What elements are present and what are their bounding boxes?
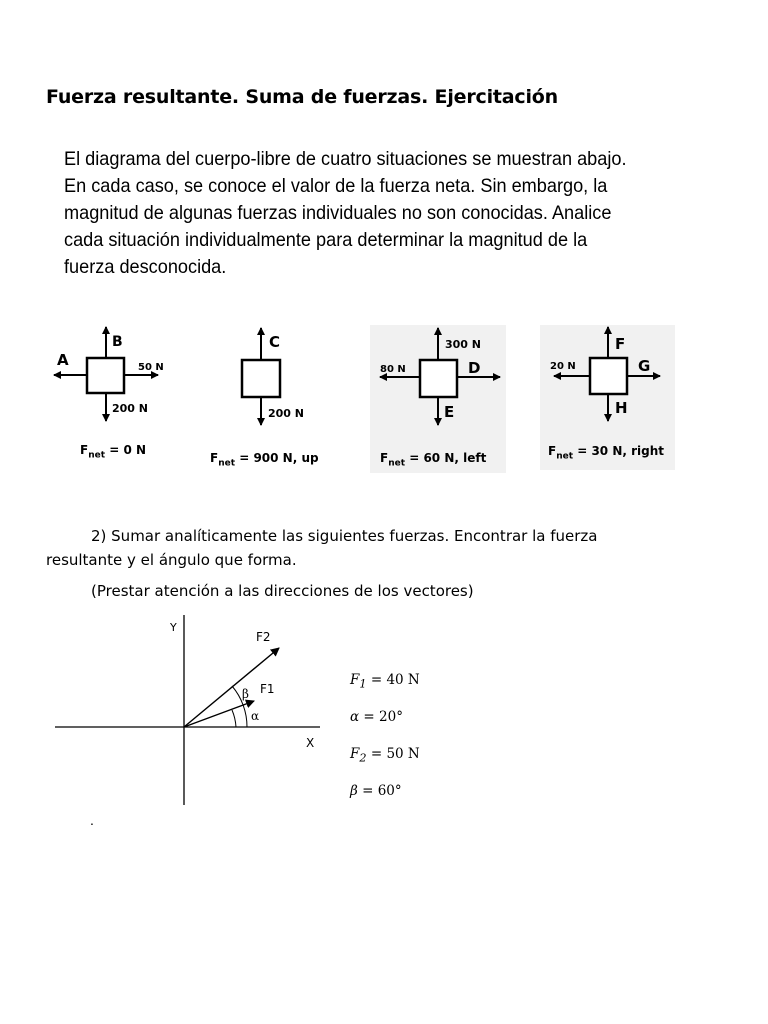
net-force-label: $F_{net} = 0$ N	[80, 443, 147, 461]
x-axis-label: X	[306, 736, 315, 750]
intro-paragraph	[64, 146, 659, 281]
intro-line: fuerza desconocida.	[64, 256, 227, 278]
force-label-up: B	[112, 334, 123, 350]
alpha-label: α	[251, 709, 260, 723]
given-f2: $F_2 = 50$ N	[350, 746, 420, 765]
net-force-label: $F_{net} = 900$ N, up	[210, 451, 319, 469]
force-label-right: 50 N	[138, 362, 164, 373]
problem-2-line-1: 2) Sumar analíticamente las siguientes fuerzas. Encontrar la fuerza	[91, 527, 598, 545]
given-f1: $F_1 = 40$ N	[350, 672, 420, 691]
vector-diagram	[40, 610, 340, 810]
intro-line: magnitud de algunas fuerzas individuales no son conocidas. Analice	[64, 202, 612, 224]
force-label-right: G	[638, 357, 651, 375]
free-body-diagram-1	[50, 325, 180, 470]
force-label-left: 20 N	[550, 361, 576, 372]
given-alpha: α = 20°	[350, 709, 403, 725]
force-label-down: 200 N	[268, 407, 304, 420]
force-label-down: H	[615, 399, 628, 417]
problem-2-note: (Prestar atención a las direcciones de los vectores)	[91, 582, 474, 600]
free-body-diagram-4	[540, 325, 675, 470]
problem-2-line-2: resultante y el ángulo que forma.	[46, 551, 297, 569]
force-label-up: F	[615, 335, 626, 353]
force-label-right: D	[468, 359, 481, 377]
y-axis-label: Y	[170, 621, 177, 634]
net-force-label: $F_{net} = 60$ N, left	[380, 451, 487, 469]
force-label-down: 200 N	[112, 402, 148, 415]
f2-label: F2	[256, 630, 271, 644]
force-label-left: 80 N	[380, 364, 406, 375]
force-label-left: A	[57, 351, 69, 369]
intro-line: cada situación individualmente para determinar la magnitud de la	[64, 229, 588, 251]
beta-label: β	[242, 687, 249, 701]
trailing-dot: .	[90, 812, 94, 828]
force-label-down: E	[444, 403, 455, 421]
given-beta: β = 60°	[350, 783, 402, 799]
net-force-label: $F_{net} = 30$ N, right	[548, 444, 665, 462]
force-label-up: 300 N	[445, 338, 481, 351]
given-values	[350, 672, 420, 820]
force-label-up: C	[269, 333, 281, 351]
alpha-arc	[232, 710, 236, 727]
page-title: Fuerza resultante. Suma de fuerzas. Ejercitación	[46, 86, 558, 108]
f1-label: F1	[260, 682, 275, 696]
intro-line: En cada caso, se conoce el valor de la fuerza neta. Sin embargo, la	[64, 175, 608, 197]
free-body-diagram-2	[205, 325, 340, 473]
free-body-diagram-3	[370, 325, 506, 473]
intro-line: El diagrama del cuerpo-libre de cuatro situaciones se muestran abajo.	[64, 148, 627, 170]
